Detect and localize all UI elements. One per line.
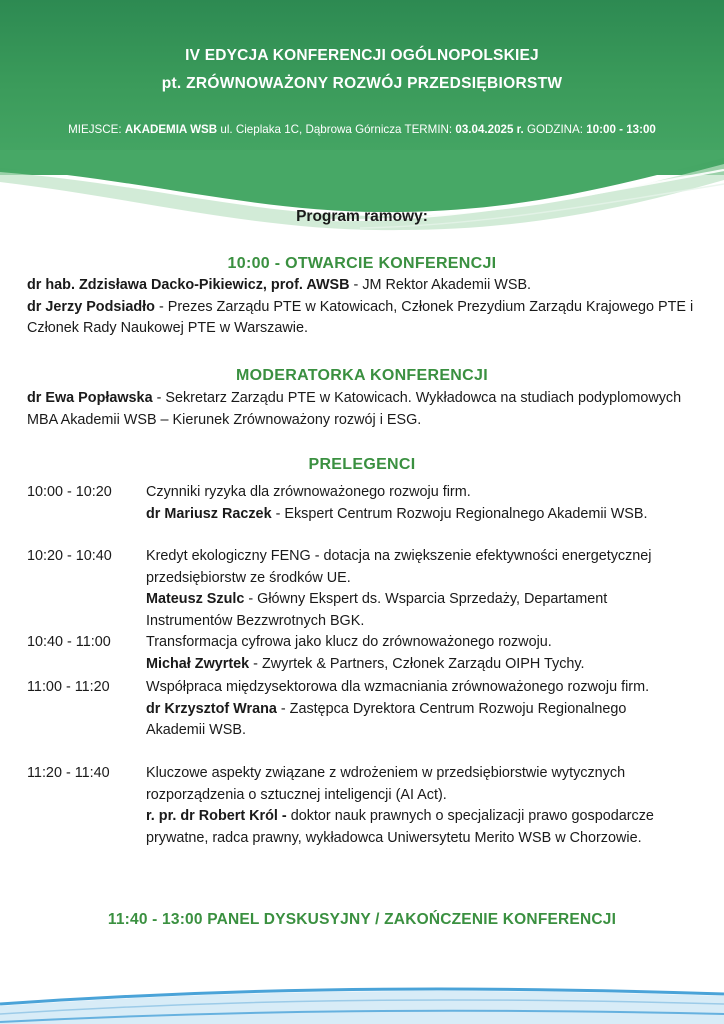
schedule-time: 11:00 - 11:20 — [27, 679, 110, 695]
rector-name: dr hab. Zdzisława Dacko-Pikiewicz, prof. AWSB — [27, 277, 350, 293]
pte-president-name: dr Jerzy Podsiadło — [27, 298, 155, 315]
schedule-description — [146, 763, 686, 849]
moderator-info — [27, 388, 697, 431]
talk-topic: Kredyt ekologiczny FENG - dotacja na zwiększenie efektywności energetycznej przedsiębiorstw ze środków UE. — [146, 548, 652, 586]
speaker-role: - Główny Ekspert ds. Wsparcia Sprzedaży, Departament Instrumentów Bezzwrotnych BGK. — [146, 591, 608, 629]
schedule-time: 11:20 - 11:40 — [27, 765, 110, 781]
schedule-description — [146, 632, 686, 675]
time-value: 10:00 - 13:00 — [586, 123, 656, 136]
speaker-name: dr Mariusz Raczek — [146, 505, 272, 522]
schedule-time: 10:40 - 11:00 — [27, 634, 111, 650]
decorative-wave-bottom — [0, 970, 724, 1024]
decorative-wave-top — [0, 150, 724, 240]
moderator-section-title: MODERATORKA KONFERENCJI — [236, 367, 488, 384]
header-banner — [0, 0, 724, 175]
speaker-name: Michał Zwyrtek — [146, 655, 250, 672]
speaker-role: - Zwyrtek & Partners, Członek Zarządu OIPH Tychy. — [249, 655, 585, 672]
schedule-time: 10:00 - 10:20 — [27, 484, 112, 500]
opening-section-title: 10:00 - OTWARCIE KONFERENCJI — [227, 255, 497, 272]
schedule-time: 10:20 - 10:40 — [27, 548, 112, 564]
conference-name-title: pt. ZRÓWNOWAŻONY ROZWÓJ PRZEDSIĘBIORSTW — [161, 75, 563, 92]
speaker-role: - Zastępca Dyrektora Centrum Rozwoju Regionalnego Akademii WSB. — [146, 700, 627, 738]
panel-discussion-title: 11:40 - 13:00 PANEL DYSKUSYJNY / ZAKOŃCZENIE KONFERENCJI — [107, 911, 617, 928]
place-address: ul. Cieplaka 1C, Dąbrowa Górnicza — [220, 123, 402, 136]
speaker-role: - Ekspert Centrum Rozwoju Regionalnego Akademii WSB. — [271, 505, 648, 522]
speaker-name: r. pr. dr Robert Król - — [146, 808, 287, 824]
date-label: TERMIN: — [404, 123, 453, 136]
speaker-name: dr Krzysztof Wrana — [146, 700, 277, 717]
opening-speakers — [27, 275, 697, 340]
schedule-description — [146, 482, 686, 525]
speaker-name: Mateusz Szulc — [146, 591, 245, 607]
event-details — [0, 123, 724, 136]
place-label: MIEJSCE: — [68, 123, 122, 136]
conference-edition-title: IV EDYCJA KONFERENCJI OGÓLNOPOLSKIEJ — [185, 47, 539, 64]
program-title: Program ramowy: — [296, 208, 428, 225]
date-value: 03.04.2025 r. — [455, 123, 524, 136]
moderator-role: - Sekretarz Zarządu PTE w Katowicach. Wykładowca na studiach podyplomowych MBA Akademii WSB – Kierunek Zrównoważony rozwój i ESG. — [27, 390, 682, 428]
place-name: AKADEMIA WSB — [124, 123, 218, 136]
time-label: GODZINA: — [526, 123, 584, 136]
rector-role: - JM Rektor Akademii WSB. — [349, 277, 532, 293]
speaker-role: doktor nauk prawnych o specjalizacji prawo gospodarcze prywatne, radca prawny, wykładowca Uniwersytetu Merito WSB w Chorzowie. — [146, 808, 654, 846]
moderator-name: dr Ewa Popławska — [27, 390, 153, 406]
talk-topic: Czynniki ryzyka dla zrównoważonego rozwoju firm. — [146, 484, 471, 500]
schedule-description — [146, 677, 686, 742]
schedule-description — [146, 546, 686, 632]
talk-topic: Współpraca międzysektorowa dla wzmacniania zrównoważonego rozwoju firm. — [146, 679, 650, 695]
speakers-section-title: PRELEGENCI — [308, 456, 416, 473]
pte-president-role: - Prezes Zarządu PTE w Katowicach, Członek Prezydium Zarządu Krajowego PTE i Członek Rady Naukowej PTE w Warszawie. — [27, 298, 694, 336]
talk-topic: Transformacja cyfrowa jako klucz do zrównoważonego rozwoju. — [146, 634, 552, 650]
talk-topic: Kluczowe aspekty związane z wdrożeniem w przedsiębiorstwie wytycznych rozporządzenia o sztucznej inteligencji (AI Act). — [146, 765, 626, 803]
